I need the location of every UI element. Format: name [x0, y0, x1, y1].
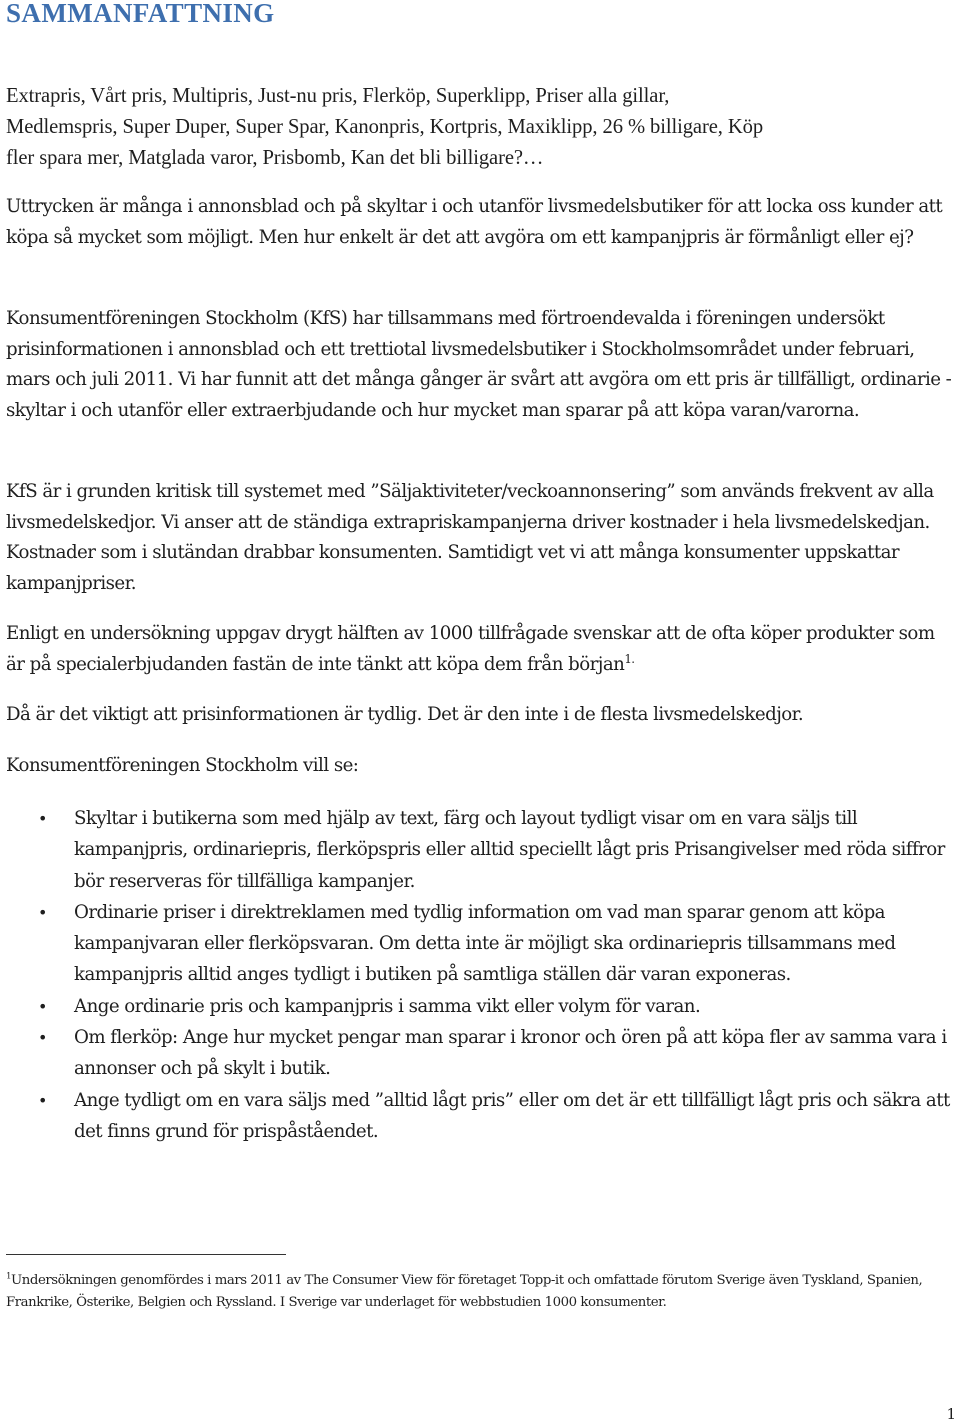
intro-line-3: fler spara mer, Matglada varor, Prisbomb, Kan det bli billigare?… — [6, 147, 544, 169]
paragraph-4 — [6, 619, 958, 680]
paragraph-1-sentence-a: Uttrycken är många i annonsblad och på skyltar i och utanför livsmedelsbutiker för att locka oss kunder att köpa så mycket som möjligt. — [6, 196, 943, 248]
list-item — [6, 803, 958, 897]
paragraph-5-sentence-a: Då är det viktigt att prisinformationen är tydlig. — [6, 704, 428, 725]
footnote-divider — [6, 1254, 286, 1255]
list-item-text: Skyltar i butikerna som med hjälp av text, färg och layout tydligt visar om en vara säljs till kampanjpris, ordinariepris, flerköpspris eller alltid speciellt lågt pris Prisangivelser med röda siffror bör reserveras för tillfälliga kampanjer. — [74, 808, 945, 892]
intro-line-2: Medlemspris, Super Duper, Super Spar, Kanonpris, Kortpris, Maxiklipp, 26 % billigare, Köp — [6, 116, 764, 138]
paragraph-4-text: Enligt en undersökning uppgav drygt hälften av 1000 tillfrågade svenskar att de ofta köper produkter som är på specialerbjudanden fastän de inte tänkt att köpa dem från början — [6, 623, 935, 675]
footnote — [6, 1270, 960, 1314]
bullet-icon: • — [38, 1028, 47, 1048]
bullet-icon: • — [38, 809, 47, 828]
footnote-marker: 1 — [6, 1271, 12, 1282]
paragraph-2 — [6, 304, 958, 426]
paragraph-1-sentence-b: Men hur enkelt är det att avgöra om ett kampanjpris är förmånligt eller ej? — [258, 226, 914, 248]
paragraph-3-sentence-c: Kostnader som i slutändan drabbar konsumenten. — [6, 542, 448, 564]
paragraph-1 — [6, 192, 958, 253]
list-item-text: Ange ordinarie pris och kampanjpris i samma vikt eller volym för varan. — [74, 995, 701, 1017]
page-number: 1 — [946, 1405, 956, 1423]
bullet-icon: • — [38, 1090, 47, 1110]
page-title: SAMMANFATTNING — [6, 0, 275, 28]
paragraph-5 — [6, 700, 958, 731]
paragraph-6 — [6, 751, 958, 782]
paragraph-3 — [6, 477, 958, 599]
paragraph-3-sentence-b: Vi anser att de ständiga extrapriskampanjerna driver kostnader i hela livsmedelskedjan. — [161, 511, 930, 533]
paragraph-2-sentence-b: Vi har funnit att det många gånger är svårt att avgöra om ett pris är tillfälligt, ordinarie - skyltar i och utanför eller extraerbjudande och hur mycket man sparar på att köpa varan/varorna. — [6, 369, 952, 421]
footnote-text: Undersökningen genomfördes i mars 2011 av The Consumer View för företaget Topp-it och omfattade förutom Sverige även Tyskland, Spanien, Frankrike, Österike, Belgien och Ryssland. I Sverige var underlaget för webbstudien 1000 konsumenter. — [6, 1273, 923, 1310]
list-item — [6, 1022, 958, 1085]
footnote-reference: 1. — [624, 651, 635, 666]
bullet-icon: • — [38, 902, 47, 922]
bullet-icon: • — [38, 996, 47, 1016]
paragraph-3-sentence-d: Samtidigt vet vi att många konsumenter uppskattar kampanjpriser. — [6, 542, 900, 594]
list-item-text: Om flerköp: Ange hur mycket pengar man sparar i kronor och ören på att köpa fler av samma vara i annonser och på skylt i butik. — [74, 1027, 947, 1080]
list-item-text: Ange tydligt om en vara säljs med ”alltid lågt pris” eller om det är ett tillfälligt lågt pris och säkra att det finns grund för prispåståendet. — [74, 1089, 950, 1142]
intro-line-1: Extrapris, Vårt pris, Multipris, Just-nu pris, Flerköp, Superklipp, Priser alla gillar, — [6, 85, 670, 107]
paragraph-5-sentence-b: Det är den inte i de flesta livsmedelskedjor. — [427, 704, 804, 725]
list-item — [6, 991, 958, 1022]
list-item — [6, 897, 958, 991]
list-item-text: Ordinarie priser i direktreklamen med tydlig information om vad man sparar genom att köpa kampanjvaran eller flerköpsvaran. Om detta inte är möjligt ska ordinariepris tillsammans med kampanjpris alltid anges tydligt i butiken på samtliga ställen där varan exponeras. — [74, 901, 896, 986]
intro-paragraph — [6, 81, 956, 174]
paragraph-3-sentence-a: KfS är i grunden kritisk till systemet med ”Säljaktiviteter/veckoannonsering” som används frekvent av alla livsmedelskedjor. — [6, 481, 934, 533]
paragraph-2-sentence-a: Konsumentföreningen Stockholm (KfS) har tillsammans med förtroendevalda i föreningen undersökt prisinformationen i annonsblad och ett trettiotal livsmedelsbutiker i Stockholmsområdet under februari, mars och juli 2011. — [6, 308, 915, 391]
list-item — [6, 1085, 958, 1148]
demands-list — [6, 803, 958, 1147]
paragraph-6-text: Konsumentföreningen Stockholm vill se: — [6, 755, 359, 776]
